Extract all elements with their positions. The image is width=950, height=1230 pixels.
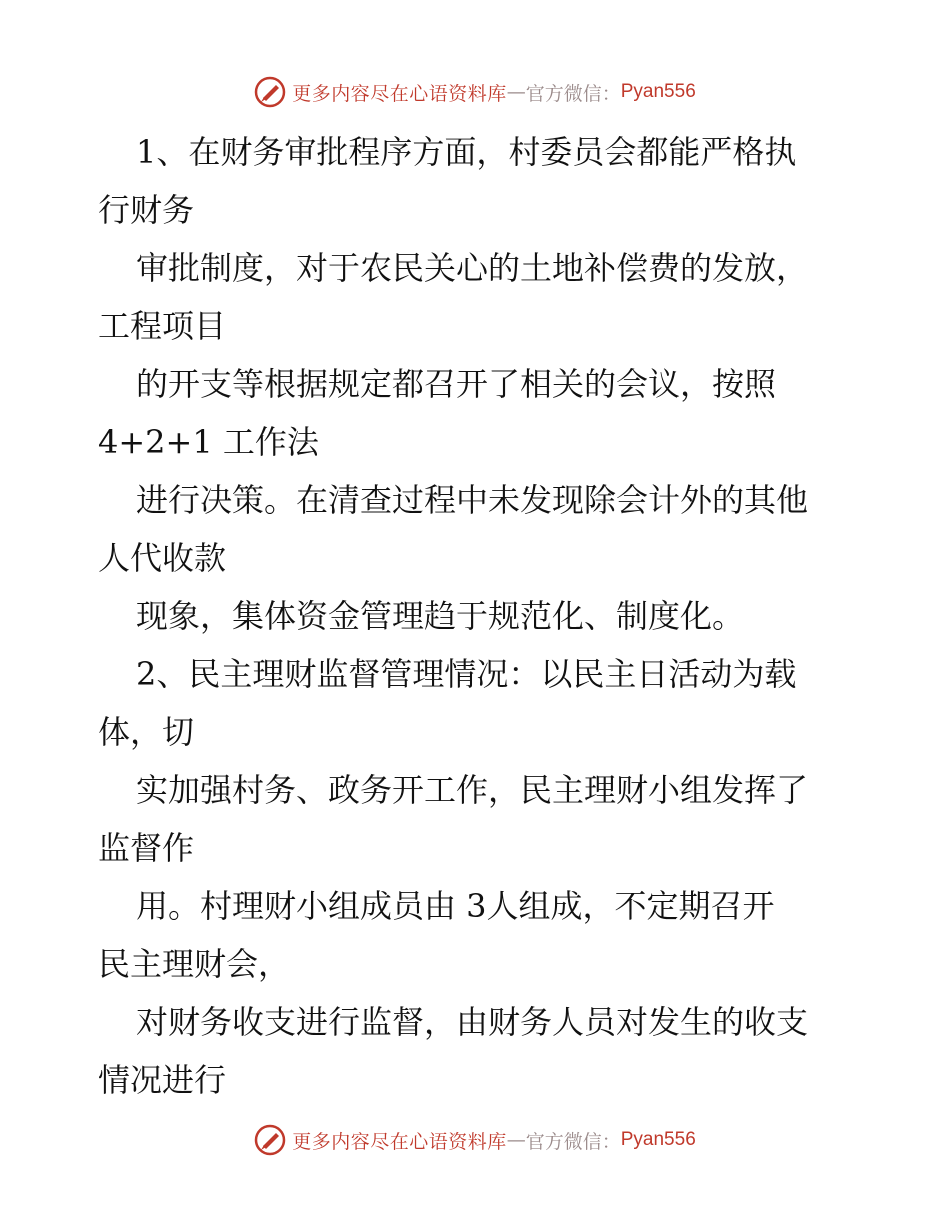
line-tail: 情况进行	[98, 1061, 227, 1099]
footer-separator: —	[506, 1129, 526, 1151]
footer-banner	[0, 1120, 950, 1160]
line-tail: 行财务	[98, 191, 195, 229]
line-tail: 体，切	[98, 713, 195, 751]
document-body	[98, 123, 878, 1109]
line-lead: 现象，集体资金管理趋于规范化、制度化。	[136, 597, 745, 635]
paragraph-line	[98, 471, 878, 587]
line-lead: 实加强村务、政务开工作，民主理财小组发挥了	[136, 771, 809, 809]
paragraph-line	[98, 877, 878, 993]
paragraph-line	[98, 993, 878, 1109]
line-tail: 工程项目	[98, 307, 227, 345]
header-brand-text: 更多内容尽在心语资料库	[292, 82, 507, 105]
brand-logo-icon	[254, 76, 286, 108]
line-lead: 2、民主理财监督管理情况：以民主日活动为载	[136, 655, 797, 693]
paragraph-line	[98, 761, 878, 877]
line-tail: 民主理财会，	[98, 945, 291, 983]
line-tail: 4+2+1 工作法	[98, 423, 319, 461]
line-lead: 用。村理财小组成员由 3人组成，不定期召开	[136, 887, 775, 925]
header-wechat-label: 官方微信：	[525, 82, 621, 105]
paragraph-line	[98, 239, 878, 355]
paragraph-line	[98, 587, 878, 645]
header-banner	[0, 72, 950, 112]
line-lead: 的开支等根据规定都召开了相关的会议，按照	[136, 365, 777, 403]
line-lead: 审批制度，对于农民关心的土地补偿费的发放，	[136, 249, 809, 287]
line-lead: 对财务收支进行监督，由财务人员对发生的收支	[136, 1003, 809, 1041]
footer-brand-text: 更多内容尽在心语资料库	[292, 1130, 507, 1153]
header-separator: —	[506, 81, 526, 103]
paragraph-line	[98, 645, 878, 761]
header-wechat-id: Pyan556	[620, 81, 696, 102]
paragraph-line	[98, 355, 878, 471]
line-lead: 1、在财务审批程序方面，村委员会都能严格执	[136, 133, 797, 171]
line-tail: 监督作	[98, 829, 195, 867]
paragraph-line	[98, 123, 878, 239]
line-tail: 人代收款	[98, 539, 227, 577]
brand-logo-icon	[254, 1124, 286, 1156]
line-lead: 进行决策。在清查过程中未发现除会计外的其他	[136, 481, 809, 519]
footer-wechat-id: Pyan556	[620, 1129, 696, 1150]
footer-wechat-label: 官方微信：	[525, 1130, 621, 1153]
